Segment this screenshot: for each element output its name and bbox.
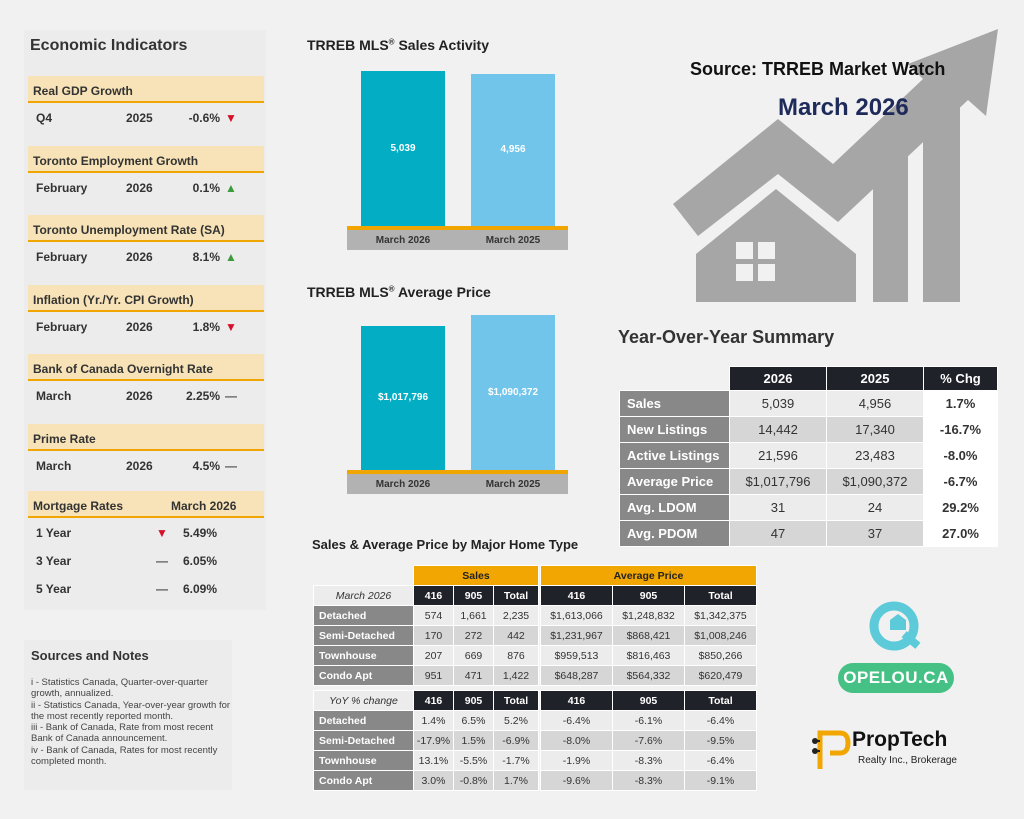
- ht-column-header-row: [314, 691, 757, 711]
- ht-col-header: Total: [685, 691, 757, 711]
- ht-cell: -7.6%: [613, 731, 685, 751]
- indicator-row: [28, 317, 264, 337]
- yoy-row: [620, 521, 998, 547]
- indicator-header: Bank of Canada Overnight Rate: [28, 354, 264, 381]
- mortgage-term: 5 Year: [36, 581, 72, 596]
- trend-flat-icon: —: [225, 459, 237, 473]
- yoy-cell: -6.7%: [924, 469, 998, 495]
- trend-down-icon: ▼: [225, 111, 237, 125]
- ht-cell: -9.5%: [685, 731, 757, 751]
- indicator-year: 2026: [126, 389, 153, 404]
- yoy-cell: 47: [730, 521, 827, 547]
- indicator-year: 2026: [126, 180, 153, 195]
- ht-row-label: Detached: [314, 711, 414, 731]
- ht-cell: -8.3%: [613, 751, 685, 771]
- yoy-cell: 27.0%: [924, 521, 998, 547]
- ht-col-header: Total: [494, 586, 539, 606]
- indicator-period: March: [36, 389, 72, 404]
- ht-row-label: Detached: [314, 606, 414, 626]
- ht-cell: 170: [414, 626, 454, 646]
- ht-cell: 442: [494, 626, 539, 646]
- indicator-value: 4.5%: [192, 459, 220, 473]
- proptech-logo-icon: [810, 721, 852, 773]
- ht-cell: -6.4%: [685, 751, 757, 771]
- ht-cell: 1.4%: [414, 711, 454, 731]
- bar-data-label: 5,039: [390, 142, 416, 154]
- yoy-row-label: New Listings: [620, 417, 730, 443]
- yoy-col-header: % Chg: [924, 367, 998, 391]
- bar-data-label: $1,090,372: [487, 386, 539, 398]
- sources-notes: [31, 677, 231, 767]
- yoy-row-label: Active Listings: [620, 443, 730, 469]
- bar-category-label: March 2025: [485, 235, 541, 246]
- indicator-row: [28, 456, 264, 476]
- mortgage-value: 5.49%: [183, 525, 218, 540]
- ht-cell: $1,613,066: [541, 606, 613, 626]
- ht-cell: 2,235: [494, 606, 539, 626]
- yoy-col-header: 2026: [730, 367, 827, 391]
- ht-row-label: Condo Apt: [314, 771, 414, 791]
- mortgage-term: 1 Year: [36, 525, 72, 540]
- ht-cell: $1,008,246: [685, 626, 757, 646]
- ht-row: [314, 771, 757, 791]
- ht-cell: 1.5%: [454, 731, 494, 751]
- ht-cell: 1.7%: [494, 771, 539, 791]
- yoy-cell: 14,442: [730, 417, 827, 443]
- ht-row: [314, 731, 757, 751]
- ht-row-label: Townhouse: [314, 646, 414, 666]
- ht-cell: $564,332: [613, 666, 685, 686]
- sales-chart-title-text: TRREB MLS® Sales Activity: [307, 37, 489, 53]
- indicator-year: 2026: [126, 250, 153, 265]
- note-3: iii - Bank of Canada, Rate from most recent Bank of Canada announcement.: [31, 722, 214, 745]
- indicator-row: [28, 108, 264, 128]
- indicator-value: 2.25%: [185, 389, 220, 404]
- price-chart-title: [307, 284, 491, 300]
- economic-indicators-title: Economic Indicators: [30, 37, 188, 54]
- indicator-value: 0.1%: [192, 180, 220, 195]
- indicator-value: 1.8%: [192, 319, 220, 334]
- ht-cell: -8.3%: [613, 771, 685, 791]
- indicator-row: [28, 247, 264, 267]
- ht-row: [314, 646, 757, 666]
- indicator-year: 2025: [126, 111, 153, 125]
- ht-cell: -17.9%: [414, 731, 454, 751]
- mortgage-term: 3 Year: [36, 553, 72, 568]
- yoy-cell: 37: [827, 521, 924, 547]
- yoy-row: [620, 391, 998, 417]
- ht-corner: [314, 566, 414, 586]
- ht-cell: $959,513: [541, 646, 613, 666]
- mortgage-header: [28, 491, 264, 518]
- ht-cell: $816,463: [613, 646, 685, 666]
- ht-cell: $648,287: [541, 666, 613, 686]
- ht-col-header: 416: [541, 691, 613, 711]
- sales-chart-title: [307, 37, 489, 53]
- ht-cell: 876: [494, 646, 539, 666]
- ht-col-header: 905: [454, 691, 494, 711]
- trend-flat-icon: —: [156, 553, 168, 568]
- yoy-row: [620, 495, 998, 521]
- trend-flat-icon: —: [156, 581, 168, 596]
- proptech-name: PropTech: [852, 728, 948, 751]
- ht-cell: $620,479: [685, 666, 757, 686]
- yoy-cell: 24: [827, 495, 924, 521]
- mortgage-row: [28, 579, 264, 599]
- note-4: iv - Bank of Canada, Rates for most recently completed month.: [31, 744, 218, 768]
- indicator-row: [28, 178, 264, 198]
- ht-col-header: 905: [613, 691, 685, 711]
- home-type-yoy-table: [313, 690, 757, 791]
- ht-cell: -0.8%: [454, 771, 494, 791]
- indicator-value: -0.6%: [188, 111, 220, 125]
- indicator-header: Inflation (Yr./Yr. CPI Growth): [28, 285, 264, 312]
- ht-cell: $868,421: [613, 626, 685, 646]
- yoy-cell: -16.7%: [924, 417, 998, 443]
- indicator-year: 2026: [126, 459, 153, 473]
- yoy-cell: $1,017,796: [730, 469, 827, 495]
- ht-cell: 207: [414, 646, 454, 666]
- opelou-badge: OPELOU.CA: [838, 663, 954, 693]
- ht-cell: 13.1%: [414, 751, 454, 771]
- indicator-row: [28, 386, 264, 406]
- ht-col-header: Total: [685, 586, 757, 606]
- yoy-row-label: Avg. PDOM: [620, 521, 730, 547]
- ht-row: [314, 711, 757, 731]
- avg-price-group-header: Average Price: [541, 566, 757, 586]
- ht-row: [314, 751, 757, 771]
- indicator-header: Toronto Unemployment Rate (SA): [28, 215, 264, 242]
- ht-cell: -9.6%: [541, 771, 613, 791]
- ht-cell: -6.4%: [685, 711, 757, 731]
- ht-col-header: 416: [541, 586, 613, 606]
- yoy-cell: 1.7%: [924, 391, 998, 417]
- yoy-summary-table: [619, 366, 998, 547]
- yoy-cell: 21,596: [730, 443, 827, 469]
- yoy-row: [620, 417, 998, 443]
- month-headline: March 2026: [778, 94, 909, 121]
- indicator-period: February: [36, 180, 88, 195]
- ht-col-header: 905: [454, 586, 494, 606]
- indicator-header: Real GDP Growth: [28, 76, 264, 103]
- home-type-title: Sales & Average Price by Major Home Type: [312, 537, 579, 552]
- ht-cell: 951: [414, 666, 454, 686]
- ht-col-header: Total: [494, 691, 539, 711]
- mortgage-value: 6.05%: [183, 553, 218, 568]
- yoy-corner: [620, 367, 730, 391]
- ht-row: [314, 606, 757, 626]
- ht-row-label: Condo Apt: [314, 666, 414, 686]
- yoy-cell: 23,483: [827, 443, 924, 469]
- yoy-cell: -8.0%: [924, 443, 998, 469]
- ht-row-label: Townhouse: [314, 751, 414, 771]
- ht-cell: -6.4%: [541, 711, 613, 731]
- home-type-sales-table: [313, 565, 757, 686]
- ht-row: [314, 626, 757, 646]
- trend-flat-icon: —: [225, 389, 237, 404]
- note-2: ii - Statistics Canada, Year-over-year growth for the most recently reported month.: [31, 699, 231, 722]
- opelou-logo-icon: [868, 600, 928, 655]
- yoy-row-label: Average Price: [620, 469, 730, 495]
- bar-category-label: March 2026: [375, 235, 431, 246]
- ht-column-header-row: [314, 586, 757, 606]
- bar-data-label: 4,956: [500, 144, 526, 155]
- ht-row: [314, 666, 757, 686]
- ht-cell: 6.5%: [454, 711, 494, 731]
- ht-cell: -5.5%: [454, 751, 494, 771]
- proptech-subtitle: Realty Inc., Brokerage: [858, 755, 957, 766]
- mortgage-period: March 2026: [171, 498, 237, 513]
- ht-col-header: 416: [414, 691, 454, 711]
- yoy-row: [620, 443, 998, 469]
- yoy-row: [620, 469, 998, 495]
- ht-cell: -6.9%: [494, 731, 539, 751]
- trend-down-icon: ▼: [156, 525, 168, 540]
- yoy-cell: 17,340: [827, 417, 924, 443]
- trend-up-icon: ▲: [225, 250, 237, 265]
- ht-caption: March 2026: [314, 586, 414, 606]
- ht-cell: 3.0%: [414, 771, 454, 791]
- ht-cell: 272: [454, 626, 494, 646]
- sources-title: Sources and Notes: [31, 648, 149, 663]
- ht-cell: -8.0%: [541, 731, 613, 751]
- ht-caption: YoY % change: [314, 691, 414, 711]
- indicator-period: March: [36, 459, 72, 473]
- ht-cell: $1,231,967: [541, 626, 613, 646]
- ht-cell: 5.2%: [494, 711, 539, 731]
- mortgage-title: Mortgage Rates: [33, 498, 124, 513]
- indicator-period: Q4: [36, 111, 53, 125]
- ht-cell: 574: [414, 606, 454, 626]
- indicator-header: Toronto Employment Growth: [28, 146, 264, 173]
- ht-row-label: Semi-Detached: [314, 731, 414, 751]
- ht-cell: 669: [454, 646, 494, 666]
- ht-col-header: 905: [613, 586, 685, 606]
- yoy-cell: 4,956: [827, 391, 924, 417]
- trend-down-icon: ▼: [225, 319, 237, 334]
- indicator-value: 8.1%: [192, 250, 220, 265]
- ht-col-header: 416: [414, 586, 454, 606]
- note-1: i - Statistics Canada, Quarter-over-quarter growth, annualized.: [31, 677, 208, 700]
- ht-cell: -6.1%: [613, 711, 685, 731]
- bar-data-label: $1,017,796: [377, 392, 429, 403]
- indicator-header: Prime Rate: [28, 424, 264, 451]
- trend-up-icon: ▲: [225, 180, 237, 195]
- ht-row-label: Semi-Detached: [314, 626, 414, 646]
- yoy-cell: 31: [730, 495, 827, 521]
- indicator-period: February: [36, 319, 88, 334]
- ht-cell: 1,422: [494, 666, 539, 686]
- ht-cell: 1,661: [454, 606, 494, 626]
- ht-cell: -1.7%: [494, 751, 539, 771]
- mortgage-row: [28, 523, 264, 543]
- price-chart-title-text: TRREB MLS® Average Price: [307, 284, 491, 300]
- yoy-cell: $1,090,372: [827, 469, 924, 495]
- source-headline: Source: TRREB Market Watch: [690, 59, 946, 79]
- bar-category-label: March 2025: [485, 479, 541, 490]
- indicator-year: 2026: [126, 319, 153, 334]
- sales-group-header: Sales: [414, 566, 539, 586]
- mortgage-value: 6.09%: [183, 581, 218, 596]
- yoy-col-header: 2025: [827, 367, 924, 391]
- yoy-summary-title: Year-Over-Year Summary: [618, 327, 835, 347]
- yoy-cell: 5,039: [730, 391, 827, 417]
- ht-cell: $1,248,832: [613, 606, 685, 626]
- ht-cell: $1,342,375: [685, 606, 757, 626]
- ht-cell: -1.9%: [541, 751, 613, 771]
- yoy-row-label: Sales: [620, 391, 730, 417]
- yoy-cell: 29.2%: [924, 495, 998, 521]
- ht-cell: 471: [454, 666, 494, 686]
- bar-category-label: March 2026: [375, 479, 431, 490]
- yoy-row-label: Avg. LDOM: [620, 495, 730, 521]
- ht-cell: -9.1%: [685, 771, 757, 791]
- indicator-period: February: [36, 250, 88, 265]
- ht-cell: $850,266: [685, 646, 757, 666]
- mortgage-row: [28, 551, 264, 571]
